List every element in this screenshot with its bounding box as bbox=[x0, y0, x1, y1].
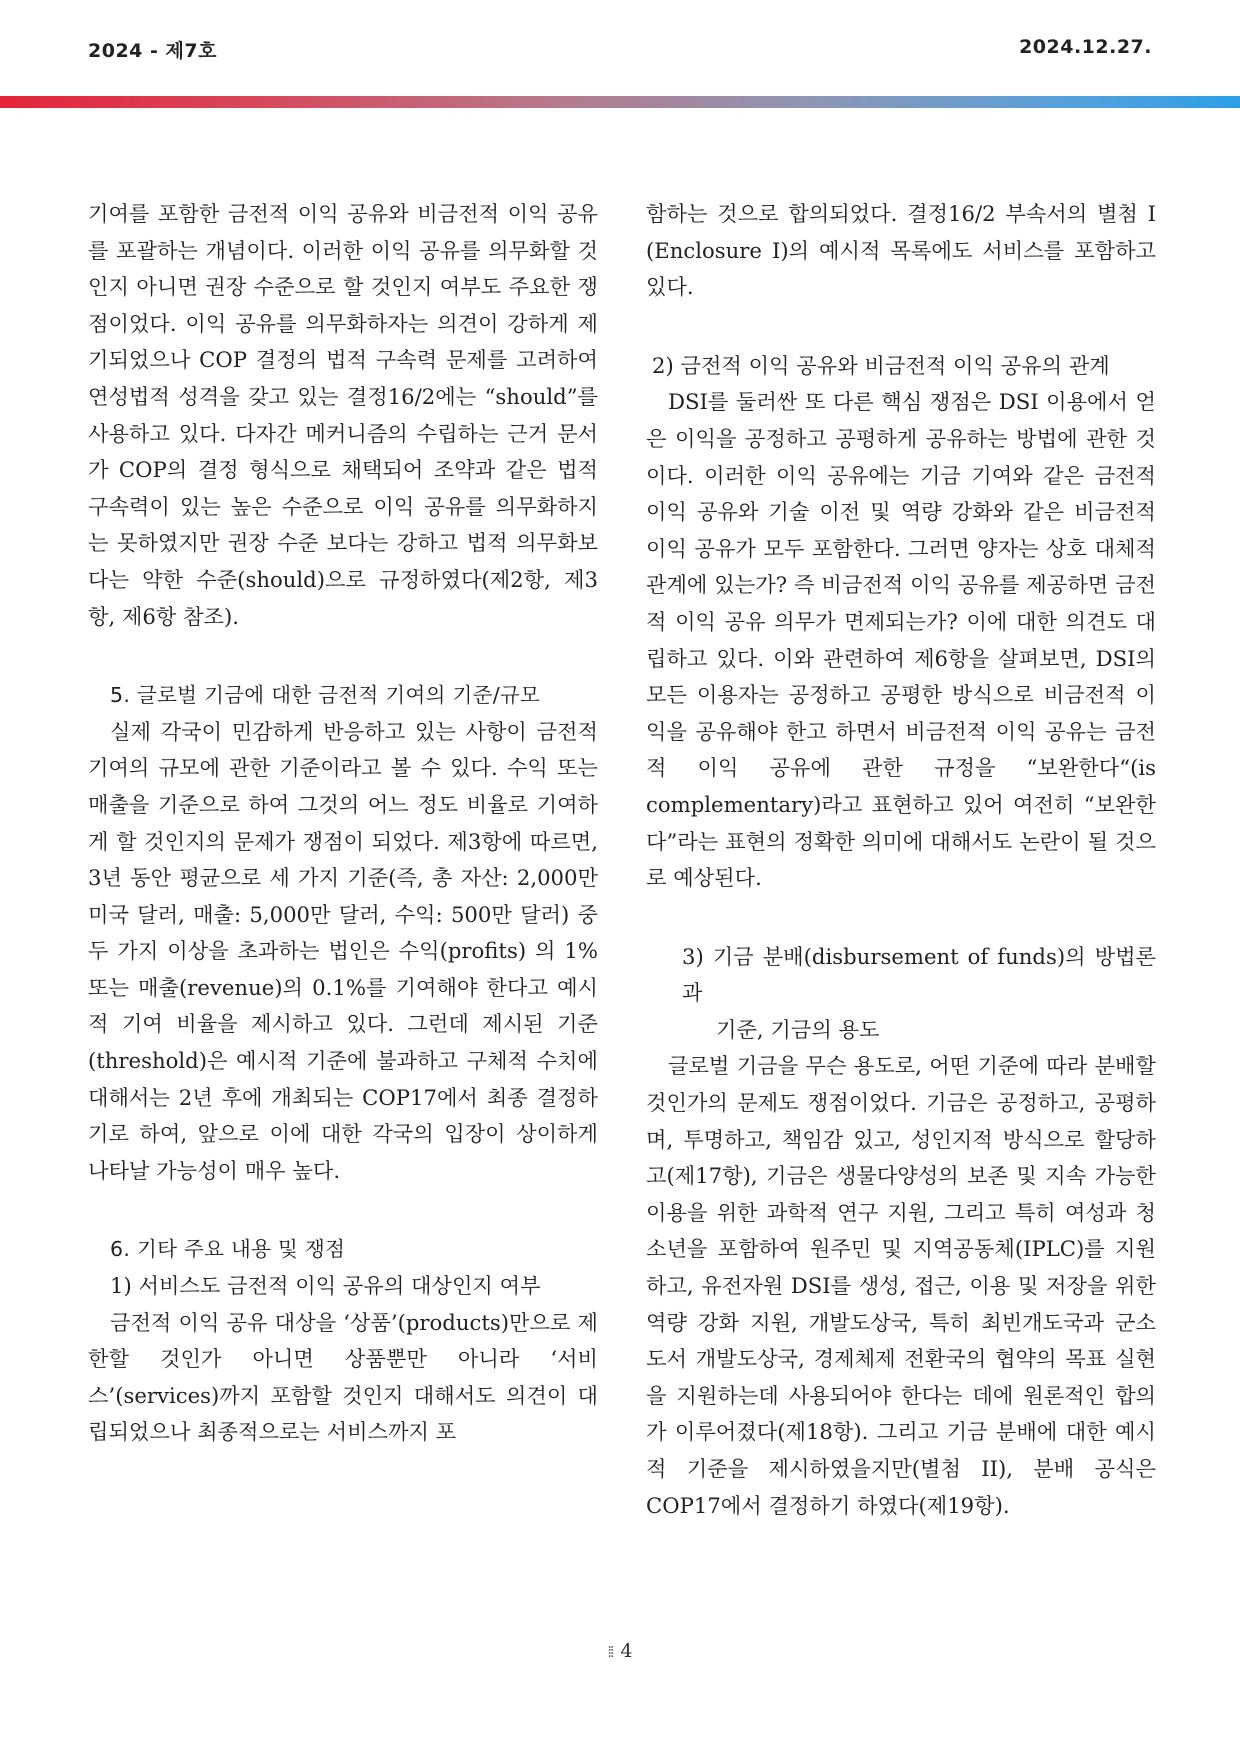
subsection-heading-2: 2) 금전적 이익 공유와 비금전적 이익 공유의 관계 bbox=[652, 352, 1110, 378]
spacer bbox=[646, 306, 1156, 348]
paragraph: 글로벌 기금을 무슨 용도로, 어떤 기준에 따라 분배할 것인가의 문제도 쟁점이었다. 기금은 공정하고, 공평하며, 투명하고, 책임감 있고, 성인지적 방식으로 할당하고(제17항), 기금은 생물다양성의 보존 및 지속 가능한 이용을 위한 과학적 연구 지원, 그리고 특히 여성과 청소년을 포함하여 원주민 및 지역공동체(IPLC)를 지원하고, 유전자원 DSI를 생성, 접근, 이용 및 저장을 위한 역량 강화 지원, 개발도상국, 특히 최빈개도국과 군소 도서 개발도상국, 경제체제 전환국의 협약의 목표 실현을 지원하는데 사용되어야 한다는 데에 원론적인 합의가 이루어졌다(제18항). 그리고 기금 분배에 대한 예시적 기준을 제시하였을지만(별첨 II), 분배 공식은 COP17에서 결정하기 하였다(제19항). bbox=[646, 1053, 1156, 1518]
left-column bbox=[88, 196, 598, 1451]
header-gradient-rule bbox=[0, 96, 1240, 108]
spacer bbox=[646, 897, 1156, 939]
subsection-heading-1: 1) 서비스도 금전적 이익 공유의 대상인지 여부 bbox=[110, 1273, 541, 1299]
right-column bbox=[646, 196, 1156, 1524]
subsection-heading-3: 3) 기금 분배(disbursement of funds)의 방법론과 bbox=[682, 943, 1156, 1006]
page-number: 4 bbox=[620, 1640, 633, 1662]
spacer bbox=[88, 1189, 598, 1231]
subsection-heading-3-cont: 기준, 기금의 용도 bbox=[716, 1016, 880, 1042]
page-mark-icon: ⁞⁞ bbox=[607, 1642, 613, 1661]
paragraph: DSI를 둘러싼 또 다른 핵심 쟁점은 DSI 이용에서 얻은 이익을 공정하고 공평하게 공유하는 방법에 관한 것이다. 이러한 이익 공유에는 기금 기여와 같은 금전적 이익 공유와 기술 이전 및 역량 강화와 같은 비금전적 이익 공유가 모두 포함한다. 그러면 양자는 상호 대체적 관계에 있는가? 즉 비금전적 이익 공유를 제공하면 금전적 이익 공유 의무가 면제되는가? 이에 대한 의견도 대립하고 있다. 이와 관련하여 제6항을 살펴보면, DSI의 모든 이용자는 공정하고 공평한 방식으로 비금전적 이익을 공유해야 한고 하면서 비금전적 이익 공유는 금전적 이익 공유에 관한 규정을 “보완한다“(is complementary)라고 표현하고 있어 여전히 “보완한다”라는 표현의 정확한 의미에 대해서도 논란이 될 것으로 예상된다. bbox=[646, 389, 1156, 891]
paragraph: 실제 각국이 민감하게 반응하고 있는 사항이 금전적 기여의 규모에 관한 기준이라고 볼 수 있다. 수익 또는 매출을 기준으로 하여 그것의 어느 정도 비율로 기여하게 할 것인지의 문제가 쟁점이 되었다. 제3항에 따르면, 3년 동안 평균으로 세 가지 기준(즉, 총 자산: 2,000만 미국 달러, 매출: 5,000만 달러, 수익: 500만 달러) 중 두 가지 이상을 초과하는 법인은 수익(profits) 의 1% 또는 매출(revenue)의 0.1%를 기여해야 한다고 예시적 기여 비율을 제시하고 있다. 그런데 제시된 기준(threshold)은 예시적 기준에 불과하고 구체적 수치에 대해서는 2년 후에 개최되는 COP17에서 최종 결정하기로 하여, 앞으로 이에 대한 각국의 입장이 상이하게 나타날 가능성이 매우 높다. bbox=[88, 718, 598, 1183]
issue-date: 2024.12.27. bbox=[1019, 36, 1152, 58]
spacer bbox=[88, 635, 598, 677]
paragraph: 기여를 포함한 금전적 이익 공유와 비금전적 이익 공유를 포괄하는 개념이다. 이러한 이익 공유를 의무화할 것인지 아니면 권장 수준으로 할 것인지 여부도 주요한 쟁점이었다. 이익 공유를 의무화하자는 의견이 강하게 제기되었으나 COP 결정의 법적 구속력 문제를 고려하여 연성법적 성격을 갖고 있는 결정16/2에는 “should”를 사용하고 있다. 다자간 메커니즘의 수립하는 근거 문서가 COP의 결정 형식으로 채택되어 조약과 같은 법적 구속력이 있는 높은 수준으로 이익 공유를 의무화하지는 못하였지만 권장 수준 보다는 강하고 법적 의무화보다는 약한 수준(should)으로 규정하였다(제2항, 제3항, 제6항 참조). bbox=[88, 201, 598, 629]
paragraph: 금전적 이익 공유 대상을 ‘상품’(products)만으로 제한할 것인가 아니면 상품뿐만 아니라 ‘서비스’(services)까지 포함할 것인지 대해서도 의견이 대립되었으나 최종적으로는 서비스까지 포 bbox=[88, 1309, 598, 1445]
issue-number: 2024 - 제7호 bbox=[88, 40, 217, 62]
page-footer bbox=[0, 1640, 1240, 1662]
paragraph: 함하는 것으로 합의되었다. 결정16/2 부속서의 별첨 I (Enclosure I)의 예시적 목록에도 서비스를 포함하고 있다. bbox=[646, 201, 1156, 300]
section-heading-5: 5. 글로벌 기금에 대한 금전적 기여의 기준/규모 bbox=[110, 683, 541, 708]
section-heading-6: 6. 기타 주요 내용 및 쟁점 bbox=[110, 1237, 346, 1262]
